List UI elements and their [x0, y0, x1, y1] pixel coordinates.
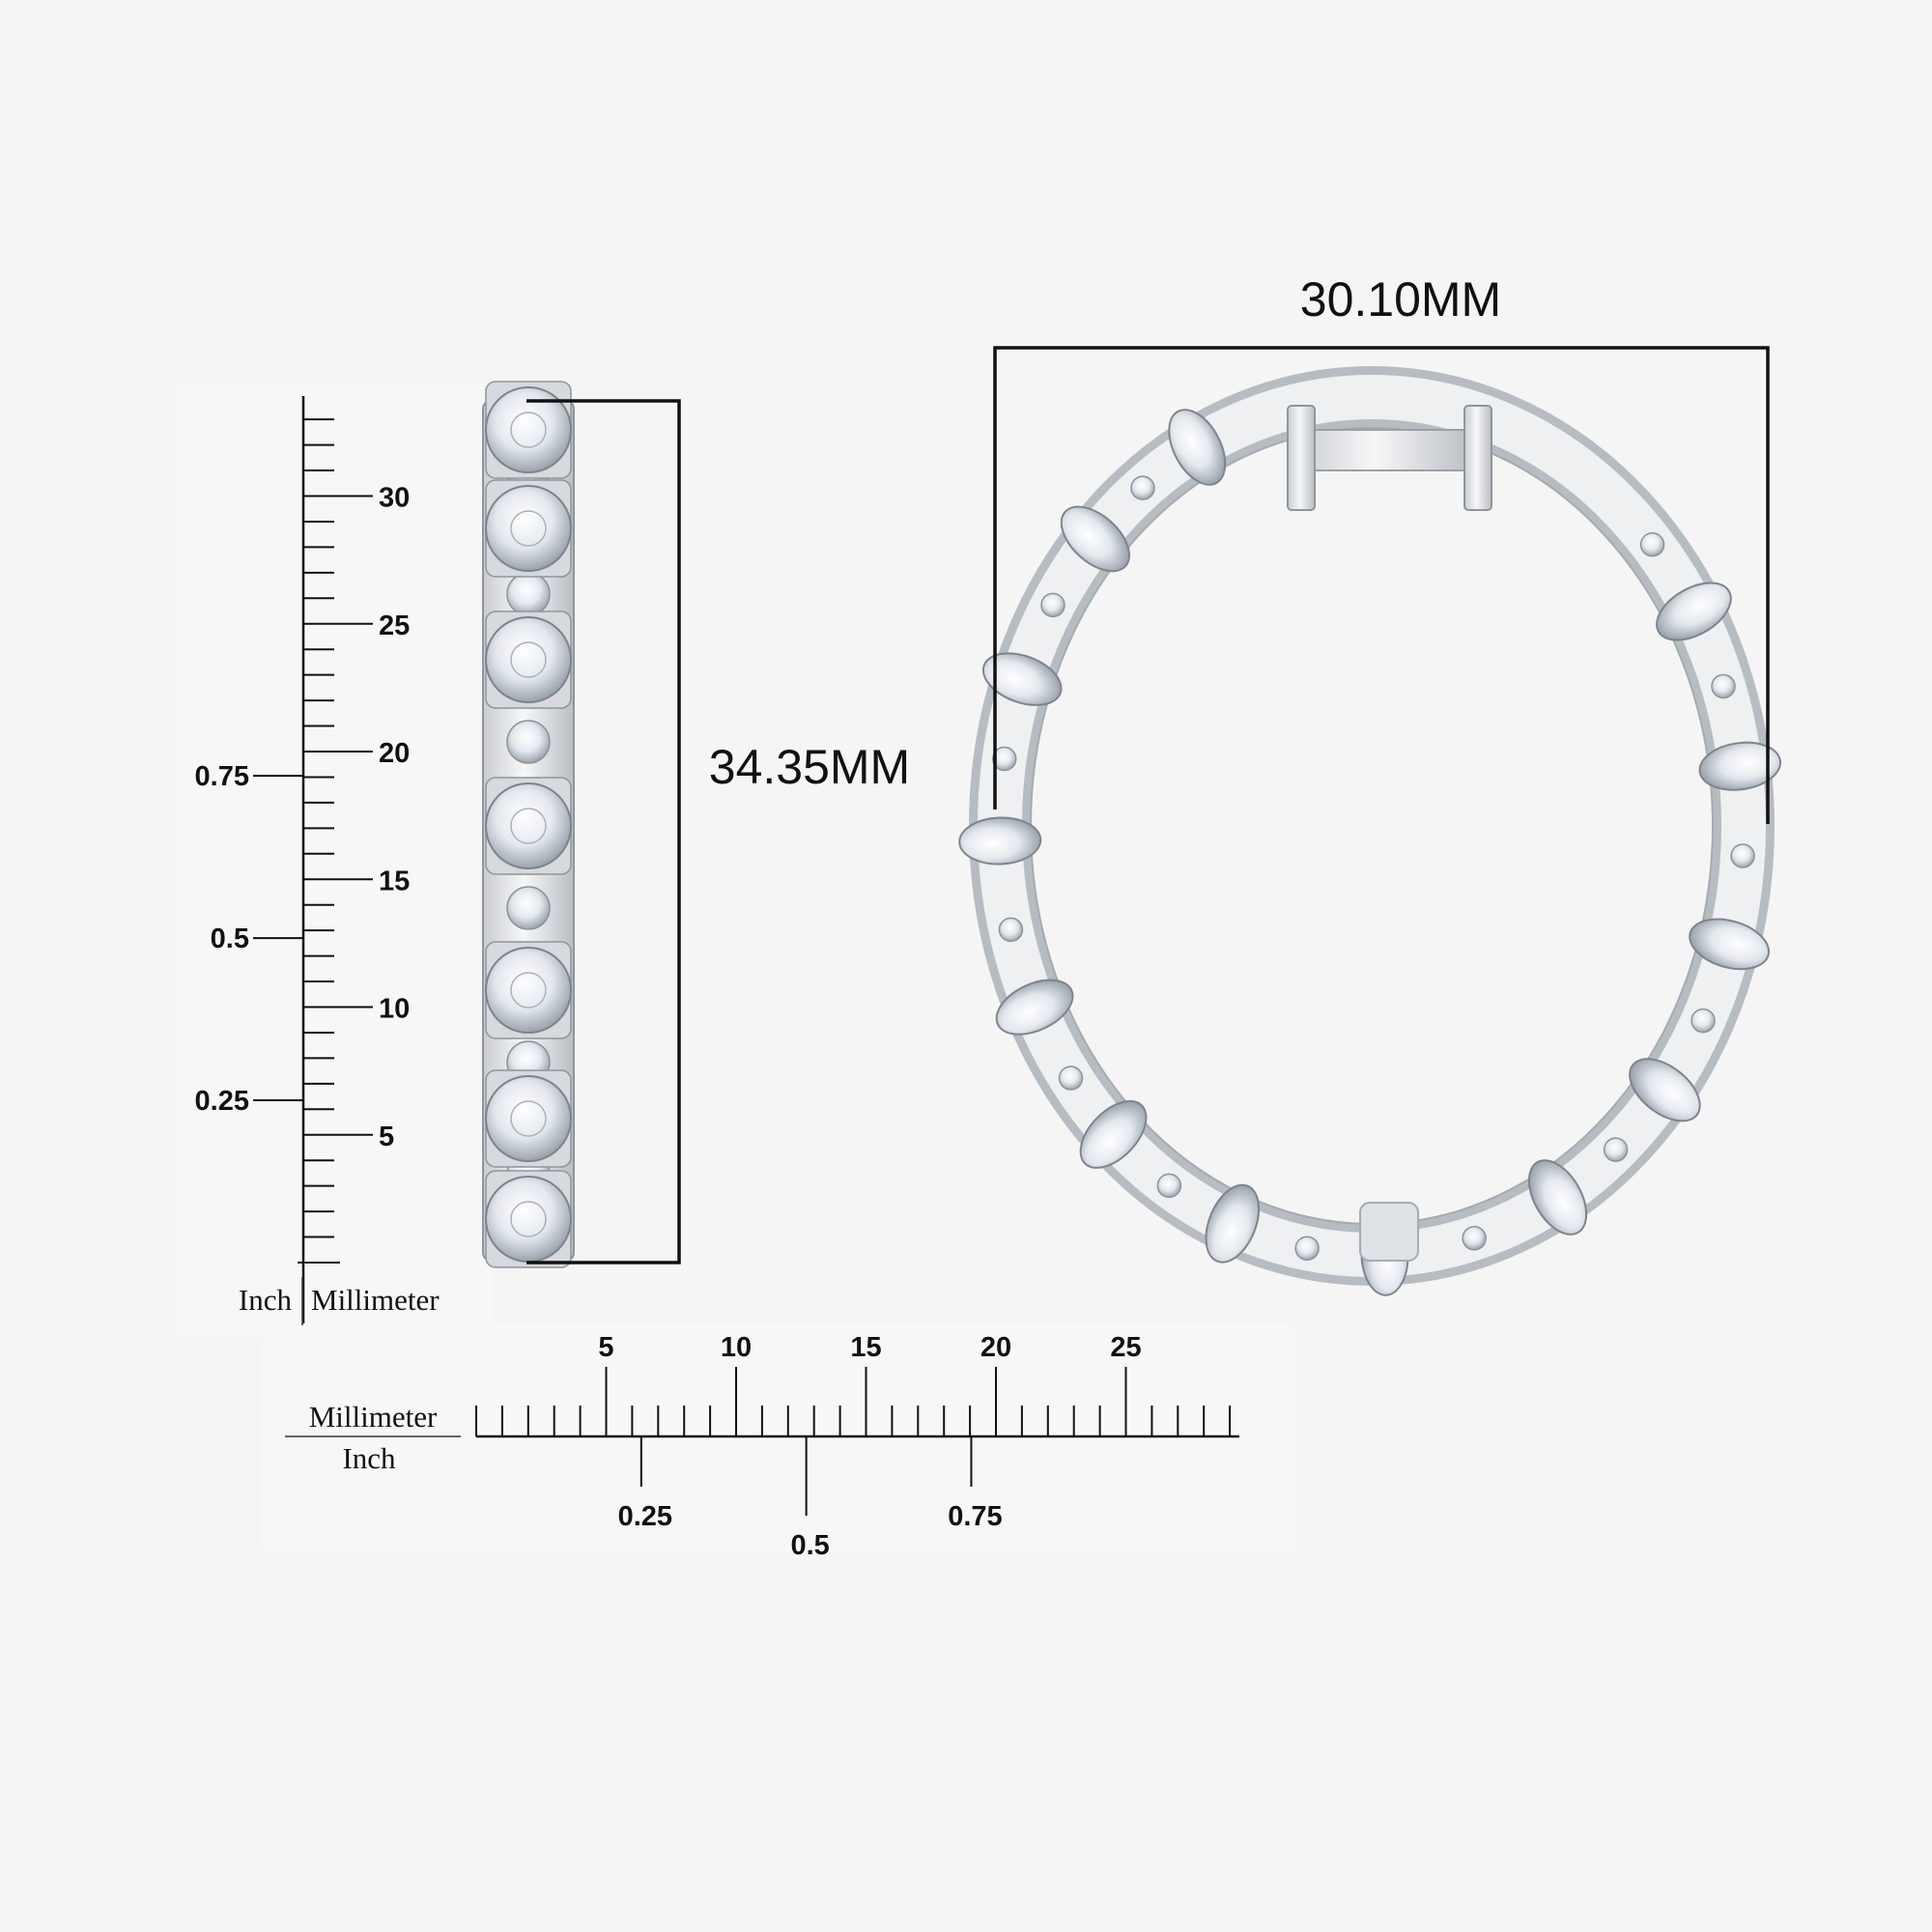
hoop-accent-stone [1463, 1227, 1486, 1250]
vertical-ruler-inch-label: 0.5 [210, 923, 249, 955]
hoop-accent-stone [1691, 1009, 1715, 1033]
hoop-accent-stone [999, 918, 1022, 941]
vertical-ruler-mm-unit: Millimeter [311, 1283, 440, 1317]
vertical-ruler-inch-unit: Inch [238, 1283, 292, 1317]
hoop-accent-stone [1041, 593, 1065, 616]
side-round-stone [486, 617, 571, 702]
side-round-stone [486, 486, 571, 571]
hoop-accent-stone [1131, 476, 1154, 499]
side-accent-stone [507, 887, 550, 929]
horizontal-ruler-inch-label: 0.75 [948, 1501, 1003, 1532]
hoop-clasp [1360, 1203, 1418, 1261]
vertical-ruler-panel [174, 386, 493, 1338]
vertical-ruler-mm-label: 30 [379, 482, 411, 514]
horizontal-ruler-inch-label: 0.25 [617, 1501, 673, 1532]
hoop-latch-post-right [1464, 406, 1492, 510]
vertical-ruler-mm-label: 20 [379, 738, 411, 769]
side-round-stone [486, 948, 571, 1033]
horizontal-ruler-inch-unit: Inch [342, 1441, 396, 1475]
horizontal-ruler-mm-unit: Millimeter [308, 1400, 438, 1434]
hoop-latch-bar [1294, 430, 1473, 470]
hoop-accent-stone [1712, 674, 1735, 697]
width-dimension-label: 30.10MM [1299, 272, 1502, 327]
earring-side-profile [483, 382, 574, 1267]
side-accent-stone [507, 573, 550, 615]
height-dimension-label: 34.35MM [708, 740, 911, 794]
vertical-ruler-mm-label: 25 [379, 610, 411, 641]
vertical-ruler-inch-label: 0.25 [194, 1086, 249, 1118]
hoop-accent-stone [1295, 1236, 1319, 1260]
horizontal-ruler-mm-label: 25 [1110, 1332, 1142, 1363]
hoop-accent-stone [1157, 1174, 1180, 1197]
horizontal-ruler-mm-label: 10 [720, 1332, 753, 1363]
hoop-accent-stone [1641, 533, 1664, 556]
side-round-stone [486, 783, 571, 868]
side-round-stone [486, 1076, 571, 1161]
vertical-ruler-mm-label: 5 [379, 1121, 395, 1152]
side-round-stone [486, 1177, 571, 1262]
hoop-accent-stone [1731, 844, 1754, 867]
vertical-ruler-inch-label: 0.75 [194, 761, 249, 793]
horizontal-ruler-inch-label: 0.5 [790, 1530, 830, 1561]
hoop-latch-post-left [1288, 406, 1315, 510]
vertical-ruler-mm-label: 10 [379, 993, 411, 1025]
hoop-accent-stone [1605, 1138, 1628, 1161]
horizontal-ruler-mm-label: 20 [980, 1332, 1012, 1363]
side-accent-stone [507, 721, 550, 763]
vertical-ruler-mm-label: 15 [379, 866, 411, 897]
horizontal-ruler-mm-label: 5 [598, 1332, 614, 1363]
hoop-accent-stone [1060, 1066, 1083, 1090]
earring-front-view [958, 397, 1783, 1296]
horizontal-ruler-mm-label: 15 [850, 1332, 882, 1363]
